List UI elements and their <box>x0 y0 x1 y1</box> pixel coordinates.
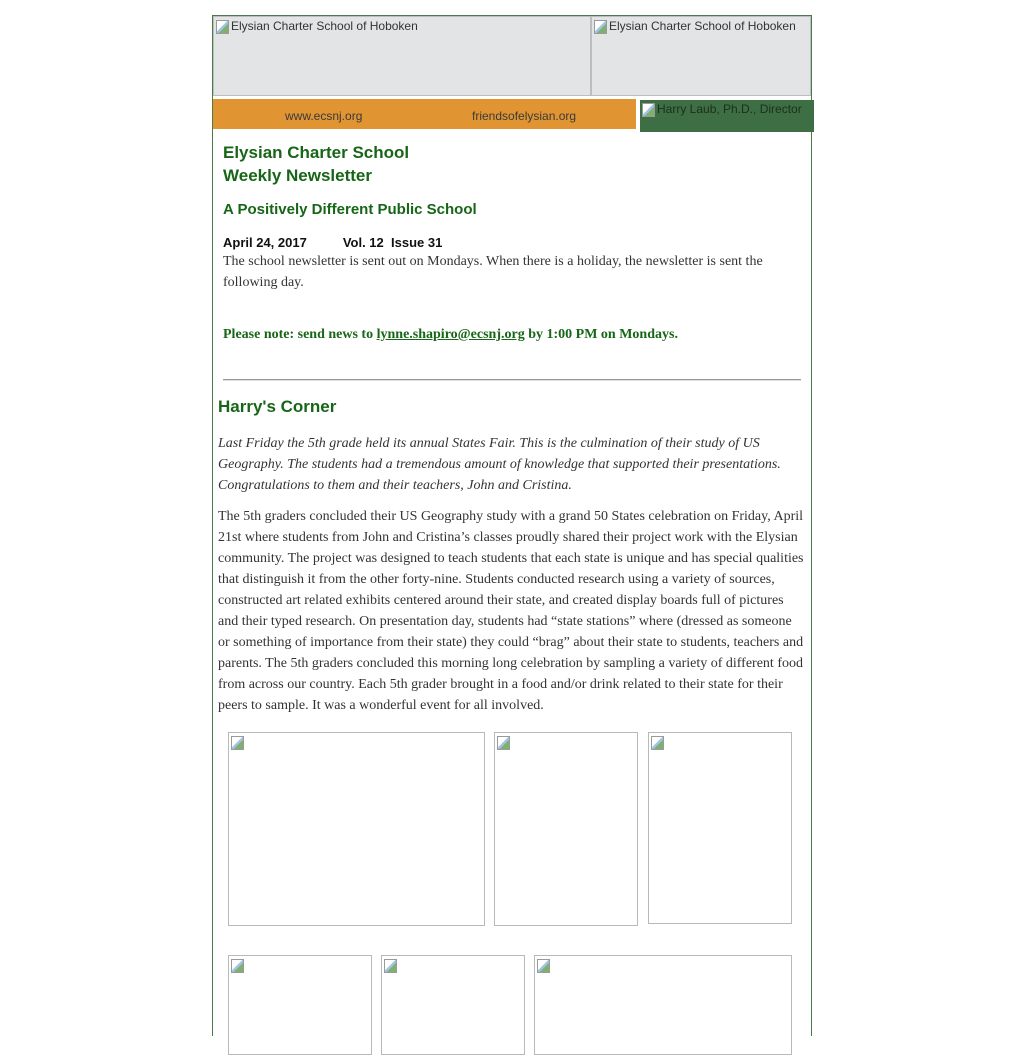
broken-image-icon <box>384 959 397 973</box>
broken-image-icon <box>651 736 664 750</box>
links-bar <box>213 99 636 129</box>
newsletter-frame <box>212 15 812 1036</box>
harrys-corner-body-paragraph: The 5th graders concluded their US Geography study with a grand 50 States celebration on Friday, April 21st where students from John and Cristina’s classes proudly shared their project work with the Elysian community. The project was designed to teach students that each state is unique and has special qualities that distinguish it from the other forty-nine. Students conducted research using a variety of sources, constructed art related exhibits centered around their state, and created display boards full of pictures and their typed research. On presentation day, students had “state stations” where (dressed as someone or something of importance from their state) they could “brag” about their state to students, teachers and parents. The 5th graders concluded this morning long celebration by sampling a variety of different food from across our country. Each 5th grader brought in a food and/or drink related to their state for their peers to sample. It was a wonderful event for all involved. <box>218 509 804 713</box>
states-fair-photo <box>534 955 792 1055</box>
broken-image-icon <box>642 103 655 117</box>
note-prefix: Please note: send news to <box>223 327 377 342</box>
issue-volume: Vol. 12 Issue 31 <box>342 235 443 250</box>
note-suffix: by 1:00 PM on Mondays. <box>524 327 678 342</box>
newsletter-intro: The school newsletter is sent out on Mondays. When there is a holiday, the newsletter is sent the following day. <box>223 254 763 290</box>
school-website-link[interactable]: www.ecsnj.org <box>285 109 363 123</box>
friends-website-link[interactable]: friendsofelysian.org <box>472 109 577 123</box>
broken-image-icon <box>497 736 510 750</box>
banner-right-alt-text: Elysian Charter School of Hoboken <box>609 19 796 33</box>
director-alt-text: Harry Laub, Ph.D., Director <box>657 102 802 116</box>
title-line-2: Weekly Newsletter <box>223 166 372 185</box>
states-fair-photo <box>494 732 638 926</box>
issue-date: April 24, 2017 <box>223 235 307 250</box>
states-fair-photo <box>381 955 525 1055</box>
email-link[interactable]: lynne.shapiro@ecsnj.org <box>376 327 525 342</box>
states-fair-photo <box>228 732 485 926</box>
newsletter-subtitle: A Positively Different Public School <box>223 201 477 218</box>
broken-image-icon <box>216 20 229 34</box>
school-banner-image-right <box>591 16 811 96</box>
submission-note <box>223 327 678 343</box>
harrys-corner-heading: Harry's Corner <box>218 397 337 416</box>
director-image <box>640 100 814 132</box>
newsletter-title <box>223 141 409 187</box>
title-line-1: Elysian Charter School <box>223 143 410 162</box>
broken-image-icon <box>231 736 244 750</box>
broken-image-icon <box>537 959 550 973</box>
section-divider <box>223 379 801 381</box>
broken-image-icon <box>231 959 244 973</box>
banner-left-alt-text: Elysian Charter School of Hoboken <box>231 19 418 33</box>
harrys-corner-italic-paragraph: Last Friday the 5th grade held its annual States Fair. This is the culmination of their study of US Geography. The students had a tremendous amount of knowledge that supported their presentations. Congratulations to them and their teachers, John and Cristina. <box>218 436 781 493</box>
states-fair-photo <box>648 732 792 924</box>
states-fair-photo <box>228 955 372 1055</box>
school-banner-image-left <box>213 16 591 96</box>
issue-dateline <box>223 235 442 250</box>
broken-image-icon <box>594 20 607 34</box>
